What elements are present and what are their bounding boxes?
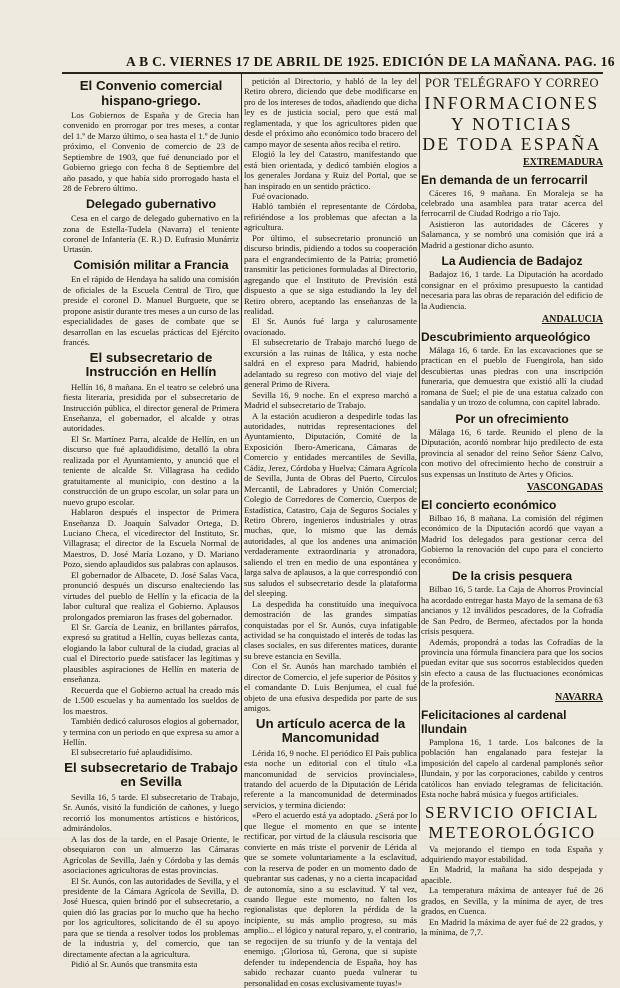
header-rule <box>62 72 603 74</box>
headline-ilundain: Felicitaciones al cardenal Ilundain <box>421 707 567 736</box>
paragraph: «Pero el acuerdo está ya adoptado. ¿Será por lo que llegue el momento en que se intente rectificar, por virtud de la cláusula rescisoria que convierte en más triste el porvenir de Lérida al que se somete voluntariamente a la esclavitud, con la reserva de poder en un momento dado de quebrantar sus cadenas, y no a cierta incapacidad de autonomía, sino a su esclavitud. Y tal vez, cuando llegue este momento, no falten los regionalistas que deploren la pérdida de la incipiente, su más amplio progreso, su más amplio... el lógico y natural reparo, y, el contrario, se regocijen de su triunfo y de la ventaja del enemigo. ¡Gloriosa tú, Gerona, que si supiste defender tu independencia de España, hoy has sabido rechazar cuanto pueda vulnerar tu personalidad en cosas exclusivamente tuyas!» <box>244 810 417 988</box>
column-1 <box>63 76 240 970</box>
paragraph: Hellín 16, 8 mañana. En el teatro se celebró una fiesta literaria, presidida por el subsecretario de Instrucción pública, el director general de Primera Enseñanza, el gobernador, el alcalde y otras autoridades. <box>63 381 239 434</box>
column-3 <box>421 76 603 938</box>
paragraph: El Sr. Aunós fué larga y calurosamente ovacionado. <box>244 316 417 337</box>
paragraph: Lérida 16, 9 noche. El periódico El País publica esta noche un editorial con el título «La mancomunidad de servicios provinciales», tratando del acuerdo de la Diputación de Lérida referente a la mancomunidad de determinados servicios, y termina diciendo: <box>244 747 417 810</box>
paragraph: El gobernador de Albacete, D. José Salas Vaca, pronunció después un discurso enalteciendo las virtudes del pueblo de Hellín y la eficacia de la labor cultural que realiza el Gobierno. Aplausos prolongados premiaron las frases del gobernador. <box>63 569 239 622</box>
paragraph: Málaga 16, 6 tarde. Reunido el pleno de la Diputación, acordó nombrar hijo predilecto de esta provincia al senador del reino Señor Sáenz Calvo, con motivo del ofrecimiento hecho de construir a sus expensas un Instituto de Artes y Oficios. <box>421 426 603 479</box>
headline-crisis: De la crisis pesquera <box>451 569 573 584</box>
paragraph: Hablaron después el inspector de Primera Enseñanza D. Joaquín Salvador Ortega, D. Luciano Checa, el vicedirector del Instituto, Sr. Villagrasa; el director de la Escuela Normal de Maestros, D. José María Lozano, y D. Mariano Pozo, siendo aplaudidos sus palabras con aplausos. <box>63 507 239 570</box>
paragraph: Con el Sr. Aunós han marchado también el director de Comercio, el jefe superior de Pósitos y el comandante D. Luis Benjumea, el cual fué objeto de una efusiva despedida por parte de sus amigos. <box>244 661 417 714</box>
headline-ferrocarril: En demanda de un ferrocarril <box>421 172 588 187</box>
paragraph: Elogió la ley del Catastro, manifestando que está bien orientada, y dedicó también elogios a los generales Jordana y Ruiz del Portal, que se han inspirado en un sentido práctico. <box>244 149 417 191</box>
paragraph: Habló también el representante de Córdoba, refiriéndose a los problemas que afectan a la agricultura. <box>244 201 417 233</box>
paragraph: El subsecretario de Trabajo marchó luego de excursión a las ruinas de Itálica, y esta noche saldrá en el expreso para Madrid, habiendo adelantado su regreso con motivo del viaje del general Primo de Rivera. <box>244 337 417 390</box>
column-2 <box>244 76 417 988</box>
paragraph: En Madrid, la mañana ha sido despejada y apacible. <box>421 864 603 885</box>
paragraph: Asistieron las autoridades de Cáceres y Salamanca, y se nombró una comisión que irá a Madrid a gestionar dicho asunto. <box>421 218 603 250</box>
region-andalucia: ANDALUCIA <box>541 314 603 326</box>
paragraph: Pamplona 16, 1 tarde. Los balcones de la población han engalanado para festejar la imposición del capelo al cardenal pamplonés señor Ilundain, y por las corporaciones, cabildo y centros católicos han enviado telegramas de felicitación. Esta noche habrá música y fuegos artificiales. <box>421 736 603 800</box>
headline-mancomunidad: Un artículo acerca de la Mancomunidad <box>255 715 406 746</box>
section-title-line-3: DE TODA ESPAÑA <box>422 134 602 154</box>
headline-convenio: El Convenio comercial hispano-griego. <box>79 78 223 108</box>
section-title-line-2: Y NOTICIAS <box>450 113 574 134</box>
region-extremadura: EXTREMADURA <box>523 156 603 168</box>
paragraph: Fué ovacionado. <box>252 190 309 201</box>
paragraph: La temperatura máxima de anteayer fué de 26 grados, en Sevilla, y la mínima de ayer, de tres grados, en Cuenca. <box>421 885 603 917</box>
section-kicker: POR TELÉGRAFO Y CORREO <box>425 76 599 90</box>
paragraph: Sevilla 16, 9 noche. En el expreso marchó a Madrid el subsecretario de Trabajo. <box>244 389 417 411</box>
headline-delegado: Delegado gubernativo <box>85 196 217 211</box>
headline-sevilla: El subsecretario de Trabajo en Sevilla <box>64 759 238 790</box>
paragraph: Málaga 16, 6 tarde. En las excavaciones que se practican en el pueblo de Fuengirola, han sido descubiertas unas piedras con una inscripción funeraria, que demuestra que existió allí la ciudad romana de Suel; el pie de una estatua calzado con sandalia y un trozo de columna, con capitel labrado. <box>421 345 603 408</box>
paragraph: Además, propondrá a todas las Cofradías de la provincia una fórmula financiera para que los socios puedan evitar que sus socorros establecidos queden sin efecto a causa de las fluctuaciones económicas de la profesión. <box>421 636 603 689</box>
paragraph: A la estación acudieron a despedirle todas las autoridades, nutridas representaciones del Ayuntamiento, Diputación, Comité de la Exposición Ibero-Americana, Cámaras de Comercio y entidades mercantiles de Sevilla, Cádiz, Jerez, Córdoba y Huelva; Cámara Agrícola de Sevilla, Junta de Obras del Puerto, Círculos Mercantil, de Labradores y Unión Comercial; Colegio de Corredores de Comercio, Cuerpos de Estadística, Catastro, Caja de Seguros Sociales y Retiro Obrero, ingenieros industriales y otras muchas, que, lo mismo que las demás autoridades, al que los andenes una animación verdaderamente extraordinaria y atronadora, saliendo el tren en medio de una espontánea y larga salva de aplausos, a la que correspondió con sus saludos el subsecretario desde la plataforma del sleeping. <box>244 410 417 599</box>
headline-ofrecimiento: Por un ofrecimiento <box>455 411 569 426</box>
region-vascongadas: VASCONGADAS <box>527 482 603 494</box>
meteo-title-line-2: METEOROLÓGICO <box>428 822 596 842</box>
headline-hellin: El subsecretario de Instrucción en Hellín <box>85 349 217 380</box>
paragraph: Sevilla 16, 5 tarde. El subsecretario de Trabajo, Sr. Aunós, visitó la fundición de cañones, y luego recorrió los monumentos artísticos e históricos, admirándolos. <box>63 791 239 834</box>
paragraph: En el rápido de Hendaya ha salido una comisión de oficiales de la Escuela Central de Tiro, que preside el coronel D. Manuel Burguete, que se propone asistir durante tres meses a un curso de las especialidades de gases de combate que se desarrollan en las escuelas prácticas del Ejército francés. <box>63 274 239 348</box>
headline-concierto: El concierto económico <box>421 498 557 513</box>
paragraph: El Sr. García de Leaniz, en brillantes párrafos, expresó su gratitud a Hellín, cuyas bellezas canta, elogiando la labor cultural de la ciudad, gracias al cual el Directorio puede satisfacer las legítimas y plausibles aspiraciones de Hellín en materia de enseñanza. <box>63 622 239 685</box>
paragraph: La despedida ha constituído una inequívoca demostración de las grandes simpatías conquistadas por el Sr. Aunós, cuya infatigable actividad se ha conquistado el interés de todas las clases sociales, en sus diferentes matices, durante su breve estancia en Sevilla. <box>244 598 417 661</box>
paragraph: A las dos de la tarde, en el Pasaje Oriente, le obsequiaron con un almuerzo las Cámaras Agrícolas de Sevilla, Jaén y Córdoba y las demás asociaciones agricultoras de estas provincias. <box>63 833 239 876</box>
paragraph: En Madrid la máxima de ayer fué de 22 grados, y la mínima, de 7,7. <box>421 916 603 938</box>
column-rule-2 <box>419 73 420 831</box>
paragraph: Recuerda que el Gobierno actual ha creado más de 1.500 escuelas y ha aumentado los sueldos de los maestros. <box>63 684 239 716</box>
running-head: A B C. VIERNES 17 DE ABRIL DE 1925. EDICIÓN DE LA MAÑANA. PAG. 16 <box>126 54 615 69</box>
paragraph: Pidió al Sr. Aunós que transmita esta <box>71 959 198 970</box>
paragraph: petición al Directorio, y habló de la ley del Retiro obrero, diciendo que debe modificarse en pro de los intereses de todos, añadiendo que dicha ley es de justicia social, pero que está mal reglamentada, y que los agricultores piden que desde el próximo año económico todo bracero del campo mayor de sesenta años reciba el retiro. <box>244 76 417 149</box>
headline-comision: Comisión militar a Francia <box>73 257 229 272</box>
paragraph: Cáceres 16, 9 mañana. En Moraleja se ha celebrado una asamblea para tratar acerca del ferrocarril de Ciudad Rodrigo a río Tajo. <box>421 187 603 219</box>
paragraph: Cesa en el cargo de delegado gubernativo en la zona de Estella-Tudela (Navarra) el teniente coronel de Infantería (E. R.) D. Eufrasio Munárriz Urtasún. <box>63 213 239 255</box>
paragraph: Badajoz 16, 1 tarde. La Diputación ha acordado consignar en el próximo presupuesto la cantidad necesaria para las obras de reparación del edificio de la Audiencia. <box>421 269 603 311</box>
paragraph: Va mejorando el tiempo en toda España y adquiriendo mayor estabilidad. <box>421 843 603 864</box>
paragraph: Bilbao 16, 5 tarde. La Caja de Ahorros Provincial ha acordado entregar hasta Mayo de la semana de 63 ancianos y 12 inválidos pescadores, de la Cofradía de San Pedro, de Bermeo, afectados por la honda crisis pesquera. <box>421 584 603 637</box>
headline-audiencia: La Audiencia de Badajoz <box>441 254 583 269</box>
paragraph: El subsecretario fué aplaudidísimo. <box>71 747 193 758</box>
paragraph: El Sr. Aunós, con las autoridades de Sevilla, y el presidente de la Cámara Agrícola de Sevilla, D. José Huesca, quien brindó por el subsecretario, a quien dió las gracias por lo mucho que ha hecho por los agricultores, solicitando de él su apoyo para que se tienda a resolver todos los problemas de la industria y, del comercio, que tan directamente afectan a la agricultura. <box>63 875 239 959</box>
section-title-line-1: INFORMACIONES <box>424 93 600 113</box>
paragraph: También dedicó calurosos elogios al gobernador, y termina con un periodo en que expresa su amor a Hellín. <box>63 716 240 748</box>
paragraph: El Sr. Martínez Parra, alcalde de Hellín, en un discurso que fué aplaudidísimo, detalló la obra realizada por el Ayuntamiento, y anunció que el teniente de alcalde Sr. Villagrasa ha cedido gratuitamente al municipio, con destino a la construcción de un grupo escolar, un solar para un nuevo grupo escolar. <box>63 433 239 507</box>
paragraph: Los Gobiernos de España y de Grecia han convenido en prorrogar por tres meses, a contar del 1.º de Marzo último, o sea hasta el 1.º de Junio próximo, el Convenio de comercio de 23 de Septiembre de 1903, que fué denunciado por el Gobierno griego con fecha 8 de Septiembre del año pasado, y que había sido prorrogado hasta el 28 de Febrero último. <box>63 110 239 194</box>
column-rule-1 <box>241 73 242 831</box>
region-navarra: NAVARRA <box>555 691 603 703</box>
headline-arqueologico: Descubrimiento arqueológico <box>421 330 591 345</box>
paragraph: Bilbao 16, 8 mañana. La comisión del régimen económico de la Diputación acordó que vayan a Madrid los delegados para gestionar cerca del Gobierno la renovación del cupo para el concierto económico. <box>421 513 603 565</box>
meteo-title-line-1: SERVICIO OFICIAL <box>425 802 599 822</box>
paragraph: Por último, el subsecretario pronunció un discurso brindis, pidiendo a todos su cooperación para el engrandecimiento de la Patria; prometió transmitir las peticiones formuladas al Directorio, agregando que el Instituto de Previsión está dispuesto a que se siga estudiando la ley del Retiro obrero, aceptando las enseñanzas de la realidad. <box>244 232 417 316</box>
